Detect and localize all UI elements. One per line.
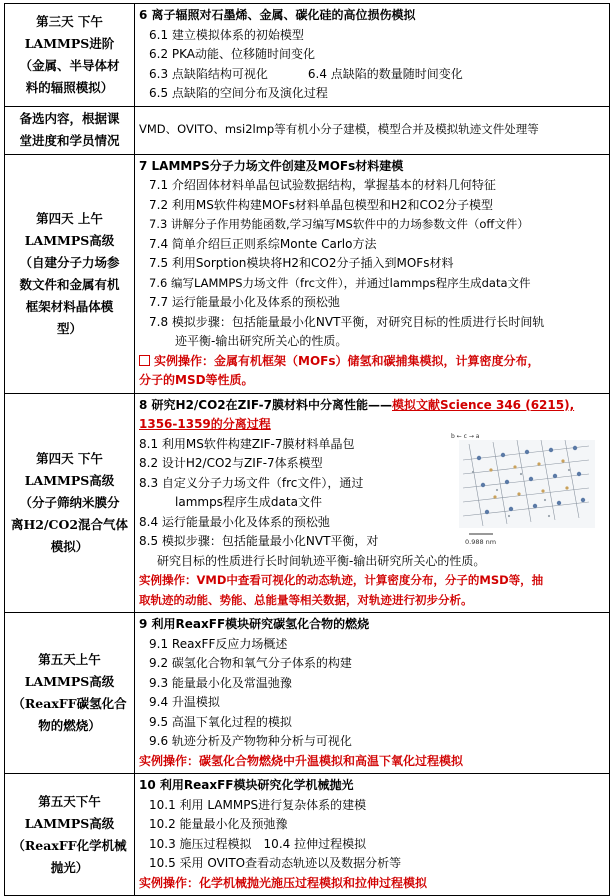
- list-item: 7.3 讲解分子作用势能函数,学习编写MS软件中的力场参数文件（off文件）: [149, 217, 529, 231]
- session-content: [135, 613, 610, 774]
- reference-link-text: 1356-1359的分离过程: [139, 417, 271, 431]
- section-title: 10 利用ReaxFF模块研究化学机械抛光: [139, 778, 354, 792]
- schedule-row-day4-pm: [5, 393, 610, 613]
- session-topic: （ReaxFF碳氢化合: [12, 696, 127, 711]
- list-item: 9.6 轨迹分析及产物物种分析与可视化: [149, 734, 352, 748]
- list-item: 6.3 点缺陷结构可视化: [149, 66, 268, 81]
- list-item: 8.3 自定义分子力场文件（frc文件），通过: [139, 475, 364, 490]
- example-text: 实例操作：化学机械抛光施压过程模拟和拉伸过程模拟: [139, 875, 428, 890]
- list-item: 9.2 碳氢化合物和氧气分子体系的构建: [149, 656, 352, 670]
- list-item: 6.4 点缺陷的数量随时间变化: [307, 66, 463, 81]
- session-content: [135, 106, 610, 154]
- example-text: 实例操作：VMD中查看可视化的动态轨迹，计算密度分布，分子的MSD等，抽: [139, 573, 544, 587]
- session-day: 第五天下午: [38, 793, 101, 809]
- list-item: 6.2 PKA动能、位移随时间变化: [149, 47, 316, 61]
- session-topic: 数文件和金属有机: [19, 276, 120, 292]
- example-text: 实例操作：金属有机框架（MOFs）储氢和碳捕集模拟，计算密度分布，: [154, 353, 540, 368]
- session-topic: 抛光）: [50, 859, 89, 875]
- list-item: 8.5 模拟步骤：包括能量最小化NVT平衡，对: [139, 534, 379, 548]
- session-label: [5, 106, 135, 154]
- reference-link-text: 模拟文献Science 346 (6215),: [392, 397, 575, 412]
- list-item: 10.5 采用 OVITO查看动态轨迹以及数据分析等: [149, 856, 402, 870]
- session-level: LAMMPS高级: [24, 472, 115, 488]
- list-item: 7.8 模拟步骤：包括能量最小化NVT平衡，对研究目标的性质进行长时间轨: [149, 314, 545, 329]
- session-day: 第四天 上午: [36, 210, 103, 226]
- schedule-row-day5-pm: [5, 774, 610, 896]
- list-item: 10.3 施压过程模拟: [149, 836, 252, 851]
- section-title: 9 利用ReaxFF模块研究碳氢化合物的燃烧: [139, 617, 370, 631]
- session-topic: （ReaxFF化学机械: [12, 837, 127, 853]
- session-day: 备选内容，根据课: [19, 111, 120, 126]
- schedule-row-optional: [5, 106, 610, 154]
- schedule-row-day4-am: [5, 154, 610, 393]
- list-item: 9.1 ReaxFF反应力场概述: [149, 636, 288, 651]
- session-label: [5, 154, 135, 393]
- session-label: [5, 613, 135, 774]
- list-item: 6.1 建立模拟体系的初始模型: [149, 27, 304, 42]
- list-item: 10.4 拉伸过程模拟: [263, 836, 367, 851]
- schedule-row-day3-pm: [5, 4, 610, 107]
- session-label: [5, 393, 135, 613]
- session-level: LAMMPS进阶: [24, 35, 115, 51]
- session-day: 第五天上午: [38, 652, 101, 667]
- section-title: 8 研究H2/CO2在ZIF-7膜材料中分离性能——: [139, 397, 392, 412]
- list-item: 迹平衡-输出研究所关心的性质。: [175, 334, 348, 348]
- session-level: LAMMPS高级: [24, 815, 115, 831]
- session-level: LAMMPS高级: [24, 232, 115, 248]
- list-item: 7.5 利用Sorption模块将H2和CO2分子插入到MOFs材料: [149, 256, 454, 270]
- session-label: [5, 4, 135, 107]
- axis-labels: b ← c → a: [451, 432, 480, 440]
- session-content: [135, 393, 610, 613]
- session-topic: 物的燃烧）: [38, 718, 101, 733]
- checkbox-icon: [139, 355, 150, 366]
- list-item: 10.2 能量最小化及预弛豫: [149, 817, 288, 831]
- list-item: 8.2 设计H2/CO2与ZIF-7体系模型: [139, 456, 323, 470]
- session-topic: 料的辐照模拟）: [25, 79, 114, 95]
- example-text: 实例操作：碳氢化合物燃烧中升温模拟和高温下氧化过程模拟: [139, 753, 464, 768]
- list-item: 7.6 编写LAMMPS力场文件（frc文件），并通过lammps程序生成data文件: [149, 275, 531, 290]
- molecule-lattice-image: [459, 440, 595, 528]
- list-item: 7.1 介绍固体材料单晶包试验数据结构，掌握基本的材料几何特征: [149, 178, 496, 192]
- session-day: 第四天 下午: [36, 450, 103, 466]
- scale-bar-label: 0.988 nm: [465, 537, 497, 546]
- session-topic: （分子筛纳米膜分: [19, 494, 120, 510]
- optional-content-text: VMD、OVITO、msi2lmp等有机小分子建模，模型合并及模拟轨迹文件处理等: [139, 122, 539, 137]
- list-item: 10.1 利用 LAMMPS进行复杂体系的建模: [149, 797, 367, 812]
- session-content: [135, 774, 610, 896]
- list-item: 6.5 点缺陷的空间分布及演化过程: [149, 86, 328, 100]
- session-level: LAMMPS高级: [24, 674, 115, 689]
- list-item: 7.4 简单介绍巨正则系综Monte Carlo方法: [149, 236, 377, 251]
- zif7-membrane-figure: [449, 430, 599, 548]
- section-title: 7 LAMMPS分子力场文件创建及MOFs材料建模: [139, 158, 404, 173]
- session-topic: （金属、半导体材: [19, 57, 120, 73]
- list-item: 7.7 运行能量最小化及体系的预松弛: [149, 295, 340, 309]
- session-topic: 框架材料晶体模: [25, 298, 114, 314]
- list-item: 9.5 高温下氧化过程的模拟: [149, 714, 292, 729]
- session-topic: 型）: [56, 320, 82, 336]
- session-content: [135, 4, 610, 107]
- example-text: 分子的MSD等性质。: [139, 373, 254, 387]
- session-topic: 离H2/CO2混合气体: [10, 516, 129, 532]
- course-schedule-table: [4, 3, 610, 896]
- list-item: 研究目标的性质进行长时间轨迹平衡-输出研究所关心的性质。: [157, 553, 486, 568]
- list-item: 8.4 运行能量最小化及体系的预松弛: [139, 514, 330, 529]
- list-item: 7.2 利用MS软件构建MOFs材料单晶包模型和H2和CO2分子模型: [149, 197, 493, 212]
- example-text: 取轨迹的动能、势能、总能量等相关数据，对轨迹进行初步分析。: [139, 592, 473, 607]
- session-topic: 模拟）: [50, 538, 89, 554]
- session-content: [135, 154, 610, 393]
- list-item: 9.3 能量最小化及常温弛豫: [149, 675, 292, 690]
- list-item: lammps程序生成data文件: [175, 495, 322, 509]
- section-title: 6 离子辐照对石墨烯、金属、碳化硅的高位损伤模拟: [139, 8, 416, 22]
- schedule-row-day5-am: [5, 613, 610, 774]
- list-item: 9.4 升温模拟: [149, 695, 220, 709]
- session-day: 第三天 下午: [36, 13, 103, 29]
- list-item: 8.1 利用MS软件构建ZIF-7膜材料单晶包: [139, 436, 355, 451]
- session-label: [5, 774, 135, 896]
- session-topic: 堂进度和学员情况: [19, 133, 120, 148]
- session-topic: （自建分子力场参: [19, 254, 120, 270]
